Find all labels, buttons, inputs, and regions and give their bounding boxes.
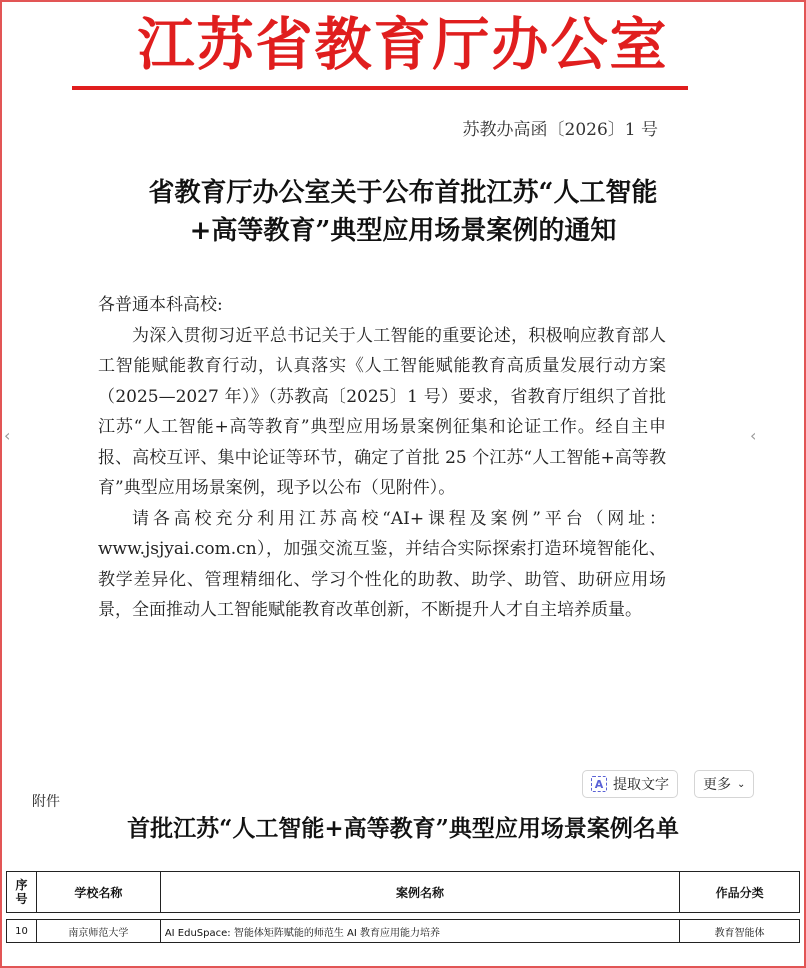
chevron-down-icon: ⌄: [737, 778, 746, 790]
cell-case-name: AI EduSpace: 智能体矩阵赋能的师范生 AI 教育应用能力培养: [160, 920, 679, 943]
header-serial: 序号: [7, 872, 37, 913]
notice-title: [60, 174, 746, 250]
red-header-rule: [72, 86, 688, 90]
cell-school: 南京师范大学: [36, 920, 160, 943]
notice-title-line-2: +高等教育”典型应用场景案例的通知: [189, 216, 617, 246]
next-page-arrow-icon[interactable]: ‹: [750, 426, 757, 445]
more-label: 更多: [703, 777, 731, 793]
extract-text-button[interactable]: [582, 770, 678, 798]
table-header-row: [7, 872, 800, 913]
org-title: 江苏省教育厅办公室: [137, 11, 669, 78]
case-list-table: [6, 871, 800, 943]
cell-serial: 10: [7, 920, 37, 943]
header-school: 学校名称: [36, 872, 160, 913]
more-button[interactable]: [694, 770, 754, 798]
body-paragraph-1: 为深入贯彻习近平总书记关于人工智能的重要论述，积极响应教育部人工智能赋能教育行动，认真落实《人工智能赋能教育高质量发展行动方案（2025—2027 年）》（苏教高〔2025〕1 号）要求，省教育厅组织了首批江苏“人工智能+高等教育”典型应用场景案例征集和论证工作。经自主申报、高校互评、集中论证等环节，确定了首批 25 个江苏“人工智能+高等教育”典型应用场景案例，现予以公布（见附件）。: [98, 325, 666, 498]
table-row: [7, 920, 800, 943]
annex-label: 附件: [32, 794, 60, 810]
text-extract-icon: A: [591, 776, 607, 792]
header-case-name: 案例名称: [160, 872, 679, 913]
notice-title-line-1: 省教育厅办公室关于公布首批江苏“人工智能: [148, 178, 658, 208]
header-category: 作品分类: [680, 872, 800, 913]
annex-title: 首批江苏“人工智能+高等教育”典型应用场景案例名单: [127, 815, 679, 842]
body-paragraph-2: 请各高校充分利用江苏高校“AI+课程及案例”平台（网址：www.jsjyai.com.cn），加强交流互鉴，并结合实际探索打造环境智能化、教学差异化、管理精细化、学习个性化的助教、助学、助管、助研应用场景，全面推动人工智能赋能教育改革创新，不断提升人才自主培养质量。: [98, 508, 666, 620]
table-gap: [7, 913, 800, 920]
prev-page-arrow-icon[interactable]: ‹: [4, 426, 11, 445]
document-number: 苏教办高函〔2026〕1 号: [462, 120, 658, 140]
cell-category: 教育智能体: [680, 920, 800, 943]
salutation: 各普通本科高校:: [98, 295, 223, 315]
notice-body: [98, 290, 666, 626]
extract-text-label: 提取文字: [613, 777, 669, 793]
